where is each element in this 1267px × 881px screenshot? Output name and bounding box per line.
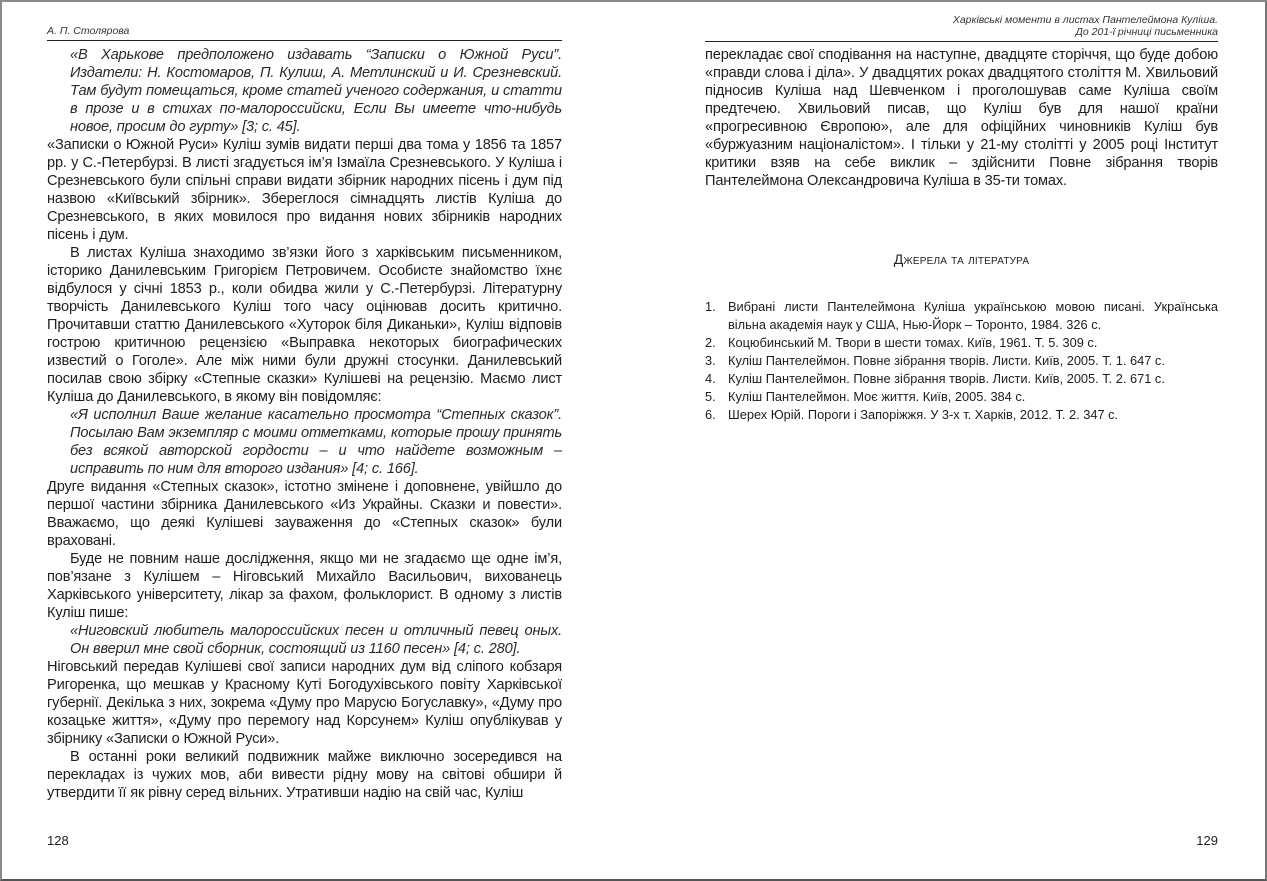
bibliography-item — [705, 388, 1218, 406]
quote-paragraph: «Я исполнил Ваше желание касательно просмотра “Степных сказок”. Посылаю Вам экземпляр с моими отметками, которые прошу принять без всякой авторской гордости – и что найдете возможным – исправить по ним для второго издания» [4; с. 166]. — [70, 407, 562, 477]
running-head-author: А. П. Столярова — [47, 25, 562, 41]
item-text: Куліш Пантелеймон. Повне зібрання творів. Листи. Київ, 2005. Т. 2. 671 с. — [728, 371, 1165, 386]
item-text: Шерех Юрій. Пороги і Запоріжжя. У 3-х т. Харків, 2012. Т. 2. 347 с. — [728, 407, 1119, 422]
running-head-line-2: До 201-ї річниці письменника — [1075, 26, 1218, 38]
item-text: Куліш Пантелеймон. Повне зібрання творів. Листи. Київ, 2005. Т. 1. 647 с. — [728, 353, 1165, 368]
item-number: 5. — [705, 389, 716, 404]
item-text: Коцюбинський М. Твори в шести томах. Київ, 1961. Т. 5. 309 с. — [728, 335, 1098, 350]
body-paragraph: Буде не повним наше дослідження, якщо ми не згадаємо ще одне ім’я, пов’язане з Кулішем – Ніговський Михайло Васильович, вихованець Харківського університету, лікар за фахом, фольклорист. В одному з листів Куліш пише: — [47, 551, 562, 621]
body-paragraph: Ніговський передав Кулішеві свої записи народних дум від сліпого кобзаря Ригоренка, що мешкав у Красному Куті Богодухівського повіту Харківської губернії. Декілька з них, зокрема «Думу про Марусю Богуславку», «Думу про козацьке життя», «Думу про перемогу над Корсунем» Куліш опублікував у збірнику «Записки о Южной Руси». — [47, 659, 562, 747]
right-body-text — [705, 46, 1218, 190]
running-head-line-1: Харківські моменти в листах Пантелеймона Куліша. — [952, 14, 1218, 26]
right-page — [705, 0, 1218, 881]
body-paragraph: «Записки о Южной Руси» Куліш зумів видати перші два тома у 1856 та 1857 рр. у С.-Петербурзі. В листі згадується ім’я Ізмаїла Срезневського. У Куліша і Срезневського були спільні справи видати збірник народних пісень і дум під назвою «Київський збірник». Збереглося сімнадцять листів Куліша до Срезневського, в яких мовилося про видання нових збірників народних пісень і дум. — [47, 137, 562, 243]
item-number: 2. — [705, 335, 716, 350]
bibliography-item — [705, 406, 1218, 424]
body-paragraph: Друге видання «Степных сказок», істотно змінене і доповнене, увійшло до першої частини збірника Данилевського «Из Украйны. Сказки и повести». Вважаємо, що деякі Кулішеві зауваження до «Степных сказок» були враховані. — [47, 479, 562, 549]
bibliography-item — [705, 298, 1218, 334]
body-paragraph: В останні роки великий подвижник майже виключно зосередився на перекладах із чужих мов, аби вивести рідну мову на світові обшири й утвердити її як рівну серед вільних. Утративши надію на свій час, Куліш — [47, 749, 562, 801]
item-text: Вибрані листи Пантелеймона Куліша українською мовою писані. Українська вільна академія наук у США, Нью-Йорк – Торонто, 1984. 326 с. — [728, 299, 1218, 332]
bibliography-item — [705, 352, 1218, 370]
item-number: 6. — [705, 407, 716, 422]
left-page — [47, 0, 562, 881]
quote-paragraph: «В Харькове предположено издавать “Записки о Южной Руси”. Издатели: Н. Костомаров, П. Кулиш, А. Метлинский и И. Срезневский. Там будут помещаться, кроме статей ученого содержания, и статти в прозе и в стихах по-малороссийски, Если Вы имеете что-нибудь новое, просим до гурту» [3; с. 45]. — [70, 47, 562, 135]
bibliography-list — [705, 298, 1218, 424]
bibliography-item — [705, 334, 1218, 352]
item-number: 4. — [705, 371, 716, 386]
running-head-title — [705, 14, 1218, 42]
page-number-right: 129 — [1196, 833, 1218, 848]
body-paragraph: перекладає свої сподівання на наступне, двадцяте сторіччя, що буде добою «правди слова і діла». У двадцятих роках двадцятого століття М. Хвильовий підносив Куліша над Шевченком і проголошував саме Куліша своїм предтечею. Хвильовий писав, що Куліш був для нашої країни «прогресивною Європою», але для офіційних чиновників Куліш був «буржуазним націоналістом». І тільки у 21-му столітті у 2005 році Інститут критики взяв на себе виклик – здійснити Повне зібрання творів Пантелеймона Олександровича Куліша в 35-ти томах. — [705, 47, 1218, 189]
page-number-left: 128 — [47, 833, 69, 848]
item-text: Куліш Пантелеймон. Моє життя. Київ, 2005. 384 с. — [728, 389, 1026, 404]
quote-paragraph: «Ниговский любитель малороссийских песен и отличный певец оных. Он вверил мне свой сборник, состоящий из 1160 песен» [4; с. 280]. — [70, 623, 562, 657]
left-body-text — [47, 46, 562, 802]
item-number: 1. — [705, 299, 716, 314]
bibliography-item — [705, 370, 1218, 388]
section-heading-sources: Джерела та література — [893, 251, 1030, 267]
item-number: 3. — [705, 353, 716, 368]
body-paragraph: В листах Куліша знаходимо зв’язки його з харківським письменником, історико Данилевським Григорієм Петровичем. Особисте знайомство їхнє відбулося у січні 1853 р., коли обидва жили у С.-Петербурзі. Літературну творчість Данилевського Куліш того часу оцінював досить критично. Прочитавши статтю Данилевського «Хуторок біля Диканьки», Куліш відповів гострою критичною рецензією «Выправка некоторых биографических известий о Гоголе». Але між ними були дружні стосунки. Данилевський посилав свою збірку «Степные сказки» Кулішеві на рецензію. Маємо лист Куліша до Данилевського, в якому він повідомляє: — [47, 245, 562, 405]
